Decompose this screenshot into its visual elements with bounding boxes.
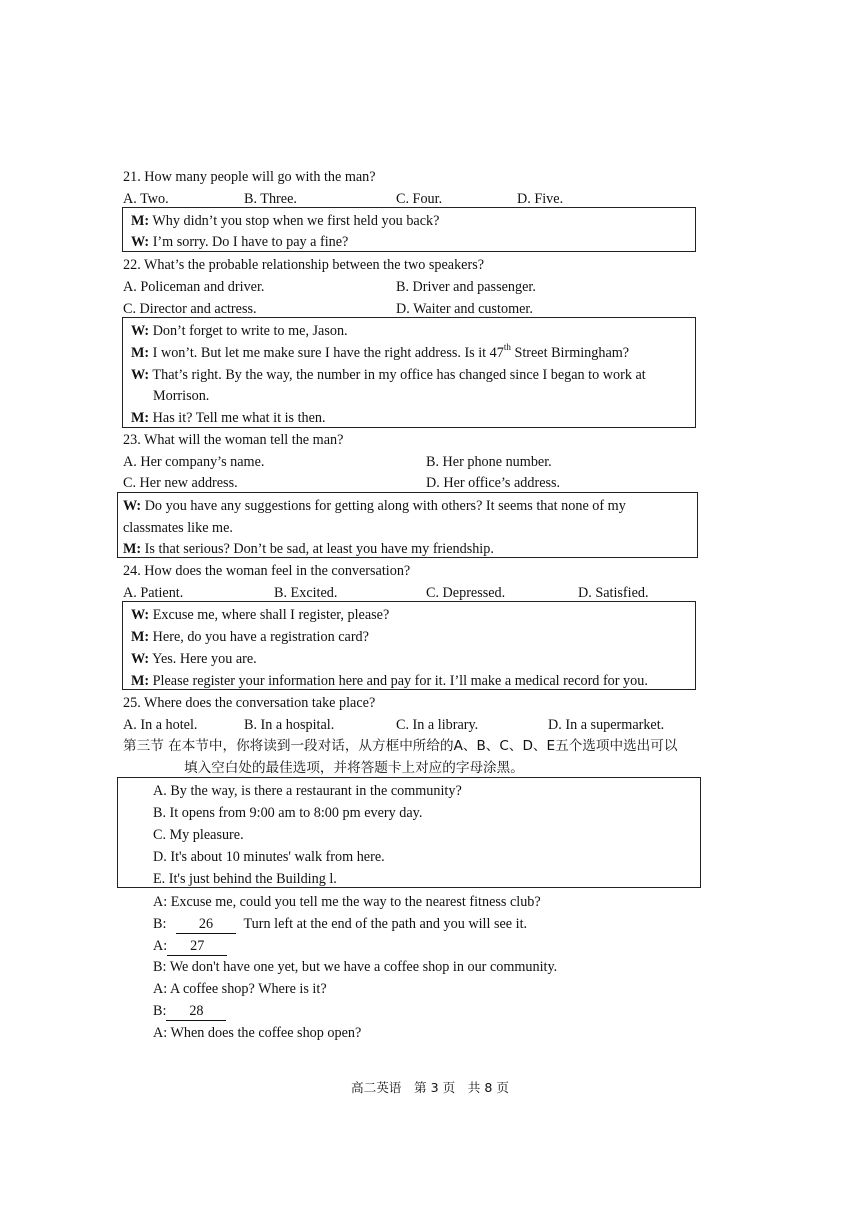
question-21: 21. How many people will go with the man? [123, 169, 376, 185]
q21-option-a: A. Two. [123, 191, 169, 207]
dialogue-line: W: Yes. Here you are. [131, 651, 257, 667]
dialogue-line: W: Do you have any suggestions for getting along with others? It seems that none of my [123, 498, 626, 514]
q23-option-a: A. Her company’s name. [123, 454, 265, 470]
dialogue-line-a4: A: When does the coffee shop open? [153, 1025, 362, 1041]
choice-a: A. By the way, is there a restaurant in the community? [153, 783, 462, 799]
q25-option-a: A. In a hotel. [123, 717, 198, 733]
q22-option-b: B. Driver and passenger. [396, 279, 536, 295]
blank-27[interactable]: 27 [167, 938, 227, 956]
dialogue-line-b2: B: We don't have one yet, but we have a coffee shop in our community. [153, 959, 558, 975]
dialogue-line: W: I’m sorry. Do I have to pay a fine? [131, 234, 349, 250]
dialogue-line: M: Please register your information here and pay for it. I’ll make a medical record for you. [131, 673, 648, 689]
q24-option-c: C. Depressed. [426, 585, 506, 601]
dialogue-line: W: That’s right. By the way, the number in my office has changed since I began to work at [131, 367, 646, 383]
q22-option-a: A. Policeman and driver. [123, 279, 265, 295]
q22-option-c: C. Director and actress. [123, 301, 257, 317]
q23-option-d: D. Her office’s address. [426, 475, 561, 491]
choice-d: D. It's about 10 minutes' walk from here. [153, 849, 385, 865]
page-footer: 高二英语 第 3 页 共 8 页 [351, 1080, 509, 1095]
q24-option-d: D. Satisfied. [578, 585, 649, 601]
section-3-instructions: 第三节 在本节中，你将读到一段对话，从方框中所给的A、B、C、D、E五个选项中选出可以 [123, 738, 678, 754]
dialogue-line-a2: A: 27 [153, 937, 227, 956]
dialogue-line: M: Has it? Tell me what it is then. [131, 410, 326, 426]
q21-option-d: D. Five. [517, 191, 564, 207]
section-3-instructions-continued: 填入空白处的最佳选项，并将答题卡上对应的字母涂黑。 [184, 760, 524, 776]
choice-c: C. My pleasure. [153, 827, 244, 843]
dialogue-line: W: Excuse me, where shall I register, please? [131, 607, 390, 623]
q22-option-d: D. Waiter and customer. [396, 301, 533, 317]
dialogue-line: M: Is that serious? Don’t be sad, at least you have my friendship. [123, 541, 494, 557]
dialogue-line-b3: B: 28 [153, 1002, 226, 1021]
choice-b: B. It opens from 9:00 am to 8:00 pm every day. [153, 805, 423, 821]
question-23: 23. What will the woman tell the man? [123, 432, 344, 448]
q23-option-c: C. Her new address. [123, 475, 238, 491]
q25-option-b: B. In a hospital. [244, 717, 335, 733]
dialogue-line-continued: classmates like me. [123, 520, 233, 536]
blank-26[interactable]: 26 [176, 916, 236, 934]
dialogue-line: W: Don’t forget to write to me, Jason. [131, 323, 348, 339]
q25-option-d: D. In a supermarket. [548, 717, 665, 733]
dialogue-line-a3: A: A coffee shop? Where is it? [153, 981, 327, 997]
q24-option-b: B. Excited. [274, 585, 338, 601]
dialogue-line: M: Here, do you have a registration card? [131, 629, 369, 645]
dialogue-line-continued: Morrison. [153, 388, 210, 404]
dialogue-line-a1: A: Excuse me, could you tell me the way to the nearest fitness club? [153, 894, 541, 910]
question-24: 24. How does the woman feel in the conversation? [123, 563, 411, 579]
q21-option-b: B. Three. [244, 191, 297, 207]
q23-option-b: B. Her phone number. [426, 454, 552, 470]
blank-28[interactable]: 28 [166, 1003, 226, 1021]
q21-option-c: C. Four. [396, 191, 443, 207]
choice-e: E. It's just behind the Building l. [153, 871, 337, 887]
dialogue-line-b1: B: 26 Turn left at the end of the path and you will see it. [153, 916, 528, 932]
question-25: 25. Where does the conversation take place? [123, 695, 376, 711]
q24-option-a: A. Patient. [123, 585, 184, 601]
dialogue-line: M: Why didn’t you stop when we first held you back? [131, 213, 440, 229]
q25-option-c: C. In a library. [396, 717, 479, 733]
question-22: 22. What’s the probable relationship between the two speakers? [123, 257, 485, 273]
dialogue-line: M: I won’t. But let me make sure I have the right address. Is it 47th Street Birmingham? [131, 342, 630, 361]
